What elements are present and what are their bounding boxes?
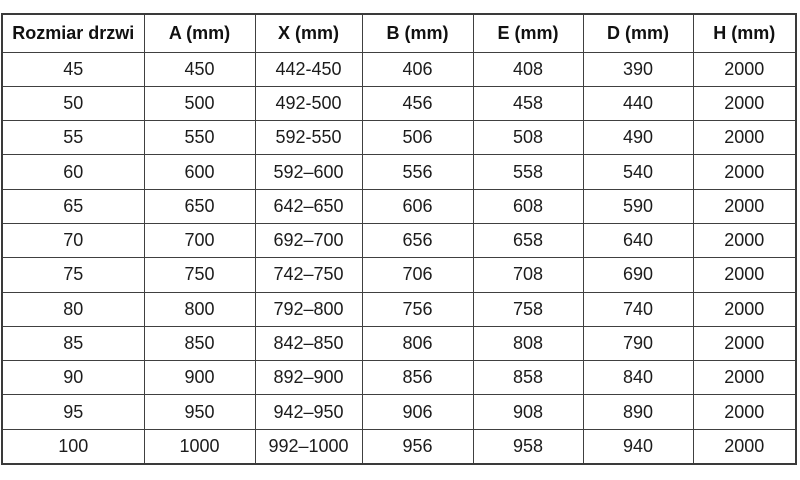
- table-cell: 792–800: [255, 292, 362, 326]
- table-cell: 506: [362, 121, 473, 155]
- table-cell: 540: [583, 155, 693, 189]
- row-label-cell: 95: [2, 395, 144, 429]
- table-cell: 406: [362, 52, 473, 86]
- column-header-1: A (mm): [144, 14, 255, 52]
- table-row: [2, 429, 796, 463]
- table-cell: 2000: [693, 52, 796, 86]
- table-cell: 606: [362, 189, 473, 223]
- table-cell: 2000: [693, 429, 796, 463]
- table-cell: 590: [583, 189, 693, 223]
- table-cell: 842–850: [255, 326, 362, 360]
- table-cell: 756: [362, 292, 473, 326]
- row-label-cell: 45: [2, 52, 144, 86]
- table-cell: 456: [362, 86, 473, 120]
- column-header-0: Rozmiar drzwi: [2, 14, 144, 52]
- table-cell: 958: [473, 429, 583, 463]
- table-row: [2, 361, 796, 395]
- table-cell: 2000: [693, 155, 796, 189]
- table-cell: 956: [362, 429, 473, 463]
- table-cell: 2000: [693, 361, 796, 395]
- table-row: [2, 395, 796, 429]
- table-cell: 2000: [693, 189, 796, 223]
- table-cell: 690: [583, 258, 693, 292]
- column-header-5: D (mm): [583, 14, 693, 52]
- row-label-cell: 55: [2, 121, 144, 155]
- table-cell: 550: [144, 121, 255, 155]
- table-row: [2, 155, 796, 189]
- row-label-cell: 75: [2, 258, 144, 292]
- table-cell: 850: [144, 326, 255, 360]
- table-row: [2, 326, 796, 360]
- page: [0, 13, 800, 480]
- table-cell: 656: [362, 223, 473, 257]
- column-header-3: B (mm): [362, 14, 473, 52]
- table-row: [2, 86, 796, 120]
- table-cell: 706: [362, 258, 473, 292]
- table-cell: 440: [583, 86, 693, 120]
- table-cell: 458: [473, 86, 583, 120]
- row-label-cell: 70: [2, 223, 144, 257]
- table-cell: 450: [144, 52, 255, 86]
- table-cell: 600: [144, 155, 255, 189]
- table-cell: 2000: [693, 86, 796, 120]
- table-cell: 692–700: [255, 223, 362, 257]
- table-cell: 2000: [693, 326, 796, 360]
- table-cell: 492-500: [255, 86, 362, 120]
- table-cell: 808: [473, 326, 583, 360]
- row-label-cell: 90: [2, 361, 144, 395]
- column-header-4: E (mm): [473, 14, 583, 52]
- table-cell: 408: [473, 52, 583, 86]
- table-cell: 742–750: [255, 258, 362, 292]
- table-cell: 908: [473, 395, 583, 429]
- table-cell: 840: [583, 361, 693, 395]
- table-cell: 658: [473, 223, 583, 257]
- table-body: [2, 52, 796, 464]
- table-cell: 708: [473, 258, 583, 292]
- table-cell: 592–600: [255, 155, 362, 189]
- table-cell: 740: [583, 292, 693, 326]
- table-cell: 640: [583, 223, 693, 257]
- table-cell: 390: [583, 52, 693, 86]
- row-label-cell: 100: [2, 429, 144, 463]
- table-cell: 992–1000: [255, 429, 362, 463]
- table-cell: 2000: [693, 223, 796, 257]
- column-header-2: X (mm): [255, 14, 362, 52]
- table-cell: 750: [144, 258, 255, 292]
- table-cell: 608: [473, 189, 583, 223]
- table-cell: 442-450: [255, 52, 362, 86]
- table-row: [2, 52, 796, 86]
- table-row: [2, 121, 796, 155]
- row-label-cell: 85: [2, 326, 144, 360]
- table-cell: 906: [362, 395, 473, 429]
- table-cell: 556: [362, 155, 473, 189]
- table-cell: 858: [473, 361, 583, 395]
- table-cell: 700: [144, 223, 255, 257]
- table-cell: 650: [144, 189, 255, 223]
- table-cell: 892–900: [255, 361, 362, 395]
- table-cell: 490: [583, 121, 693, 155]
- table-cell: 900: [144, 361, 255, 395]
- row-label-cell: 80: [2, 292, 144, 326]
- table-head: [2, 14, 796, 52]
- column-header-6: H (mm): [693, 14, 796, 52]
- table-cell: 800: [144, 292, 255, 326]
- table-cell: 2000: [693, 258, 796, 292]
- table-cell: 856: [362, 361, 473, 395]
- table-cell: 592-550: [255, 121, 362, 155]
- table-cell: 806: [362, 326, 473, 360]
- table-cell: 1000: [144, 429, 255, 463]
- table-row: [2, 258, 796, 292]
- door-size-table: [1, 13, 797, 465]
- table-header-row: [2, 14, 796, 52]
- row-label-cell: 50: [2, 86, 144, 120]
- table-cell: 508: [473, 121, 583, 155]
- table-row: [2, 292, 796, 326]
- table-cell: 890: [583, 395, 693, 429]
- table-cell: 558: [473, 155, 583, 189]
- table-cell: 758: [473, 292, 583, 326]
- row-label-cell: 60: [2, 155, 144, 189]
- table-row: [2, 223, 796, 257]
- table-cell: 950: [144, 395, 255, 429]
- table-cell: 940: [583, 429, 693, 463]
- table-row: [2, 189, 796, 223]
- table-cell: 942–950: [255, 395, 362, 429]
- table-cell: 500: [144, 86, 255, 120]
- table-cell: 2000: [693, 395, 796, 429]
- table-cell: 2000: [693, 292, 796, 326]
- table-cell: 790: [583, 326, 693, 360]
- table-cell: 2000: [693, 121, 796, 155]
- table-cell: 642–650: [255, 189, 362, 223]
- row-label-cell: 65: [2, 189, 144, 223]
